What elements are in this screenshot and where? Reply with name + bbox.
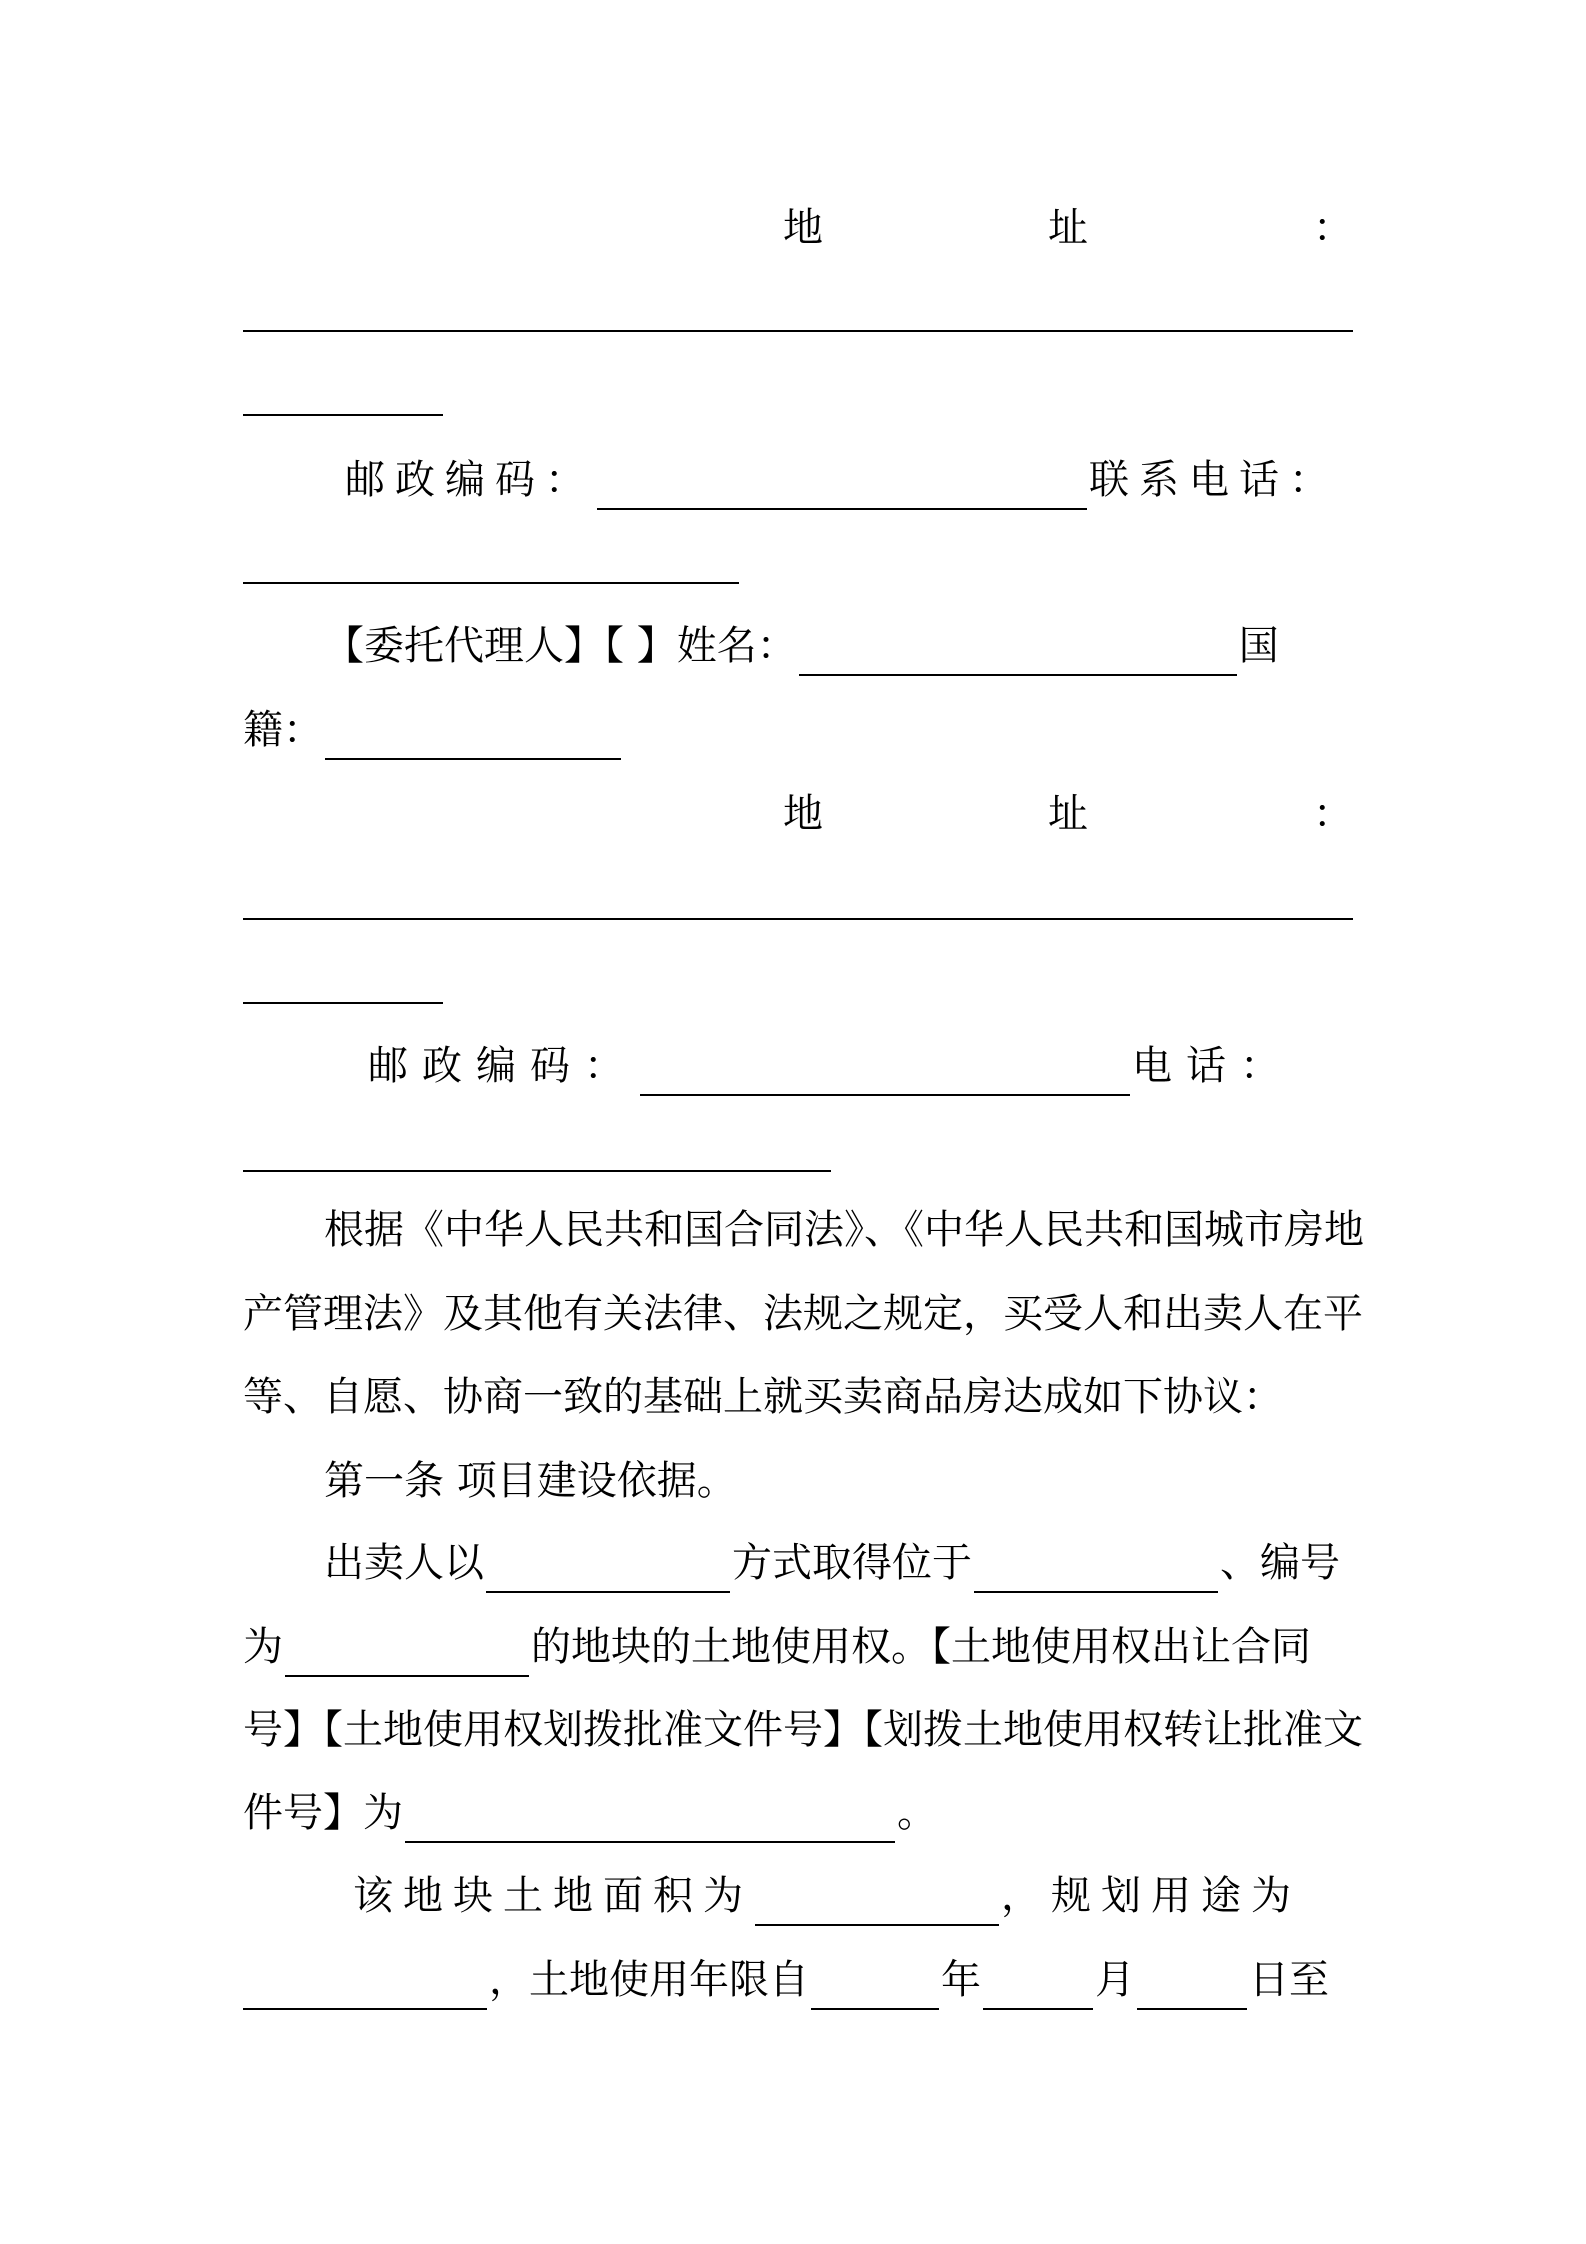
phone-blank[interactable] [243, 582, 739, 584]
nationality-label-1: 国 [1238, 623, 1279, 669]
article-1-p1-line-1 [243, 1533, 1434, 1593]
agent-postal-blank[interactable] [640, 1052, 1130, 1096]
agent-address-line [243, 784, 1353, 844]
text-land-area: 该地块土地面积为 [353, 1873, 753, 1919]
preamble-line-1: 根据《中华人民共和国合同法》、《中华人民共和国城市房地 [324, 1207, 1364, 1253]
text-seller-by: 出卖人以 [324, 1540, 484, 1586]
nationality-label-2: 籍： [243, 707, 323, 753]
address-colon: ： [1313, 205, 1353, 251]
article-1-p1-line-3: 号】【土地使用权划拨批准文件号】【划拨土地使用权转让批准文 [243, 1707, 1363, 1753]
parcel-number-blank[interactable] [285, 1633, 529, 1677]
agent-nationality-line [243, 700, 1353, 760]
agent-address-blank[interactable] [243, 918, 1353, 920]
land-area-blank[interactable] [755, 1882, 999, 1926]
seller-address-blank[interactable] [243, 330, 1353, 332]
address-label-char-1: 地 [783, 205, 823, 251]
text-land-use-right: 的地块的土地使用权。【土地使用权出让合同 [531, 1624, 1311, 1670]
acquisition-method-blank[interactable] [486, 1549, 730, 1593]
agent-address-char-2: 址 [1048, 791, 1088, 837]
agent-line [243, 616, 1353, 676]
start-month-blank[interactable] [983, 1966, 1093, 2010]
agent-phone-blank[interactable] [243, 1170, 831, 1172]
seller-contact-line [345, 450, 1353, 510]
text-doc-number: 件号】为 [243, 1790, 403, 1836]
agent-address-char-1: 地 [783, 791, 823, 837]
agent-phone-label: 电话： [1132, 1043, 1294, 1089]
location-blank[interactable] [974, 1549, 1218, 1593]
text-month: 月 [1095, 1957, 1135, 2003]
nationality-blank[interactable] [325, 716, 621, 760]
start-day-blank[interactable] [1137, 1966, 1247, 2010]
text-period: 。 [897, 1790, 937, 1836]
agent-address-blank-cont[interactable] [243, 1002, 443, 1004]
text-located-at: 方式取得位于 [732, 1540, 972, 1586]
article-1-p1-line-4 [243, 1783, 1353, 1843]
agent-name-blank[interactable] [799, 632, 1237, 676]
preamble-line-2: 产管理法》及其他有关法律、法规之规定，买受人和出卖人在平 [243, 1291, 1363, 1337]
agent-name-label: 【委托代理人】【 】姓名： [324, 623, 797, 669]
agent-postal-label: 邮政编码： [368, 1043, 638, 1089]
agent-contact-line [368, 1036, 1353, 1096]
text-planned-use: ，规划用途为 [1001, 1873, 1301, 1919]
text-year: 年 [941, 1957, 981, 2003]
text-term-from: ，土地使用年限自 [489, 1957, 809, 2003]
seller-address-blank-cont[interactable] [243, 414, 443, 416]
article-1-p2-line-1 [353, 1866, 1353, 1926]
text-as: 为 [243, 1624, 283, 1670]
contract-number-blank[interactable] [405, 1799, 895, 1843]
article-1-p2-line-2 [243, 1950, 1353, 2010]
seller-address-line [243, 198, 1353, 258]
text-day-to: 日至 [1249, 1957, 1329, 2003]
address-label-char-2: 址 [1048, 205, 1088, 251]
postal-code-label: 邮政编码： [345, 457, 595, 503]
text-number: 、编号 [1220, 1540, 1340, 1586]
phone-label: 联系电话： [1089, 457, 1339, 503]
postal-code-blank[interactable] [597, 466, 1087, 510]
planned-use-blank[interactable] [243, 1966, 487, 2010]
preamble-line-3: 等、自愿、协商一致的基础上就买卖商品房达成如下协议： [243, 1374, 1283, 1420]
agent-address-colon: ： [1313, 791, 1353, 837]
article-1-p1-line-2 [243, 1617, 1353, 1677]
start-year-blank[interactable] [811, 1966, 939, 2010]
article-1-heading: 第一条 项目建设依据。 [324, 1458, 737, 1504]
